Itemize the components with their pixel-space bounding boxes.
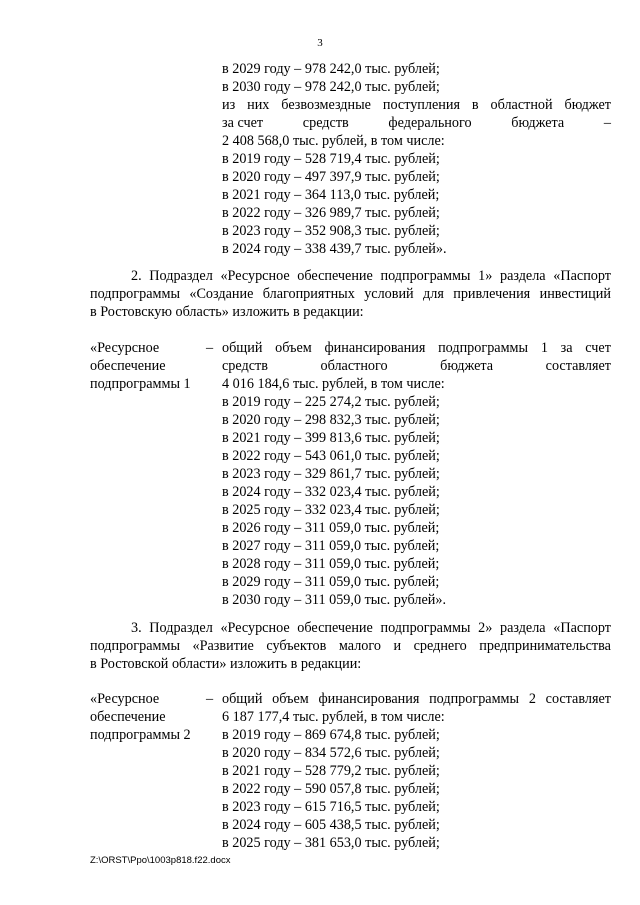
- table3-line: в 2019 году – 869 674,8 тыс. рублей;: [222, 727, 440, 743]
- word: подпрограммы: [429, 691, 520, 707]
- word: составляет: [545, 358, 611, 374]
- table3-label: «Ресурсное: [90, 691, 160, 707]
- word: средств: [222, 358, 268, 374]
- word: раздела: [499, 268, 546, 284]
- word: инвестиций: [539, 286, 611, 302]
- word: для: [423, 286, 444, 302]
- table3-line: в 2021 году – 528 779,2 тыс. рублей;: [222, 763, 440, 779]
- table2-line: в 2024 году – 332 023,4 тыс. рублей;: [222, 484, 440, 500]
- word: областной: [490, 97, 553, 113]
- word: за счет: [222, 115, 264, 131]
- table3-line: 6 187 177,4 тыс. рублей, в том числе:: [222, 709, 445, 725]
- table2-justified-line: [222, 340, 611, 357]
- table3-line: в 2020 году – 834 572,6 тыс. рублей;: [222, 745, 440, 761]
- word: составляет: [545, 691, 611, 707]
- word: средств: [302, 115, 349, 131]
- table2-line: в 2023 году – 329 861,7 тыс. рублей;: [222, 466, 440, 482]
- item3-paragraph-line: в Ростовской области» изложить в редакции:: [90, 656, 362, 672]
- word: в: [471, 97, 479, 113]
- page-number: 3: [317, 37, 323, 49]
- word: бюджета: [511, 115, 565, 131]
- block1-justified-line: [222, 97, 611, 114]
- word: и: [393, 638, 402, 654]
- table2-dash: –: [206, 340, 214, 356]
- block1-line: в 2023 году – 352 908,3 тыс. рублей;: [222, 223, 440, 239]
- block1-line: в 2029 году – 978 242,0 тыс. рублей;: [222, 61, 440, 77]
- table3-dash: –: [206, 691, 214, 707]
- item2-paragraph-line: [90, 286, 611, 303]
- word: объем: [272, 691, 309, 707]
- word: общий: [222, 691, 263, 707]
- word: федерального: [388, 115, 472, 131]
- word: бюджет: [564, 97, 611, 113]
- table2-line: в 2029 году – 311 059,0 тыс. рублей;: [222, 574, 440, 590]
- item3-paragraph-line: [90, 638, 611, 655]
- word: подпрограммы: [380, 268, 471, 284]
- block1-line: в 2021 году – 364 113,0 тыс. рублей;: [222, 187, 440, 203]
- word: подпрограммы: [90, 286, 180, 302]
- word: финансирования: [324, 340, 426, 356]
- word: Подраздел: [149, 620, 213, 636]
- word: «Ресурсное: [220, 268, 290, 284]
- table3-line: в 2024 году – 605 438,5 тыс. рублей;: [222, 817, 440, 833]
- word: областного: [320, 358, 388, 374]
- block1-line: в 2019 году – 528 719,4 тыс. рублей;: [222, 151, 440, 167]
- word: малого: [338, 638, 381, 654]
- word: 1»: [478, 268, 493, 284]
- table3-justified-line: [222, 691, 611, 708]
- table3-line: в 2023 году – 615 716,5 тыс. рублей;: [222, 799, 440, 815]
- word: «Ресурсное: [220, 620, 290, 636]
- table2-justified-line: [222, 358, 611, 375]
- word: 3.: [131, 620, 142, 636]
- word: привлечения: [453, 286, 531, 302]
- table3-label: обеспечение: [90, 709, 166, 725]
- item2-paragraph-line: в Ростовскую область» изложить в редакции:: [90, 304, 364, 320]
- word: общий: [222, 340, 263, 356]
- word: за: [560, 340, 573, 356]
- table2-line: в 2030 году – 311 059,0 тыс. рублей».: [222, 592, 446, 608]
- table2-line: в 2020 году – 298 832,3 тыс. рублей;: [222, 412, 440, 428]
- block1-line: в 2024 году – 338 439,7 тыс. рублей».: [222, 241, 447, 257]
- word: них: [247, 97, 270, 113]
- word: «Создание: [189, 286, 254, 302]
- block1-line: в 2020 году – 497 397,9 тыс. рублей;: [222, 169, 440, 185]
- table2-line: в 2022 году – 543 061,0 тыс. рублей;: [222, 448, 440, 464]
- word: «Паспорт: [553, 268, 611, 284]
- block1-line: в 2022 году – 326 989,7 тыс. рублей;: [222, 205, 440, 221]
- table2-line: в 2028 году – 311 059,0 тыс. рублей;: [222, 556, 440, 572]
- word: подпрограммы: [380, 620, 471, 636]
- table2-line: в 2025 году – 332 023,4 тыс. рублей;: [222, 502, 440, 518]
- word: среднего: [413, 638, 467, 654]
- table2-line: в 2026 году – 311 059,0 тыс. рублей;: [222, 520, 440, 536]
- word: обеспечение: [297, 620, 373, 636]
- word: «Развитие: [192, 638, 254, 654]
- word: безвозмездные: [281, 97, 371, 113]
- table3-line: в 2025 году – 381 653,0 тыс. рублей;: [222, 835, 440, 851]
- word: благоприятных: [262, 286, 355, 302]
- word: счет: [585, 340, 611, 356]
- table2-line: в 2027 году – 311 059,0 тыс. рублей;: [222, 538, 440, 554]
- table2-label: подпрограммы 1: [90, 376, 191, 392]
- table3-label: подпрограммы 2: [90, 727, 191, 743]
- word: условий: [364, 286, 414, 302]
- table2-label: обеспечение: [90, 358, 166, 374]
- block1-line: в 2030 году – 978 242,0 тыс. рублей;: [222, 79, 440, 95]
- table2-label: «Ресурсное: [90, 340, 160, 356]
- block1-justified-line: [222, 115, 611, 132]
- table2-line: в 2019 году – 225 274,2 тыс. рублей;: [222, 394, 440, 410]
- word: 2.: [131, 268, 142, 284]
- word: 2»: [478, 620, 493, 636]
- word: предпринимательства: [479, 638, 611, 654]
- word: подпрограммы: [90, 638, 180, 654]
- word: 1: [540, 340, 548, 356]
- table3-line: в 2022 году – 590 057,8 тыс. рублей;: [222, 781, 440, 797]
- item3-paragraph-line: [131, 620, 611, 637]
- word: поступления: [382, 97, 460, 113]
- table2-line: 4 016 184,6 тыс. рублей, в том числе:: [222, 376, 445, 392]
- word: 2: [528, 691, 536, 707]
- word: из: [222, 97, 236, 113]
- word: раздела: [499, 620, 546, 636]
- word: подпрограммы: [438, 340, 529, 356]
- word: обеспечение: [297, 268, 373, 284]
- block1-line: 2 408 568,0 тыс. рублей, в том числе:: [222, 133, 445, 149]
- word: финансирования: [318, 691, 420, 707]
- word: объем: [275, 340, 312, 356]
- word: «Паспорт: [553, 620, 611, 636]
- footer-file-path: Z:\ORST\Ppo\1003p818.f22.docx: [90, 855, 231, 866]
- word: –: [603, 115, 611, 131]
- word: Подраздел: [149, 268, 213, 284]
- table2-line: в 2021 году – 399 813,6 тыс. рублей;: [222, 430, 440, 446]
- item2-paragraph-line: [131, 268, 611, 285]
- word: субъектов: [266, 638, 327, 654]
- word: бюджета: [440, 358, 494, 374]
